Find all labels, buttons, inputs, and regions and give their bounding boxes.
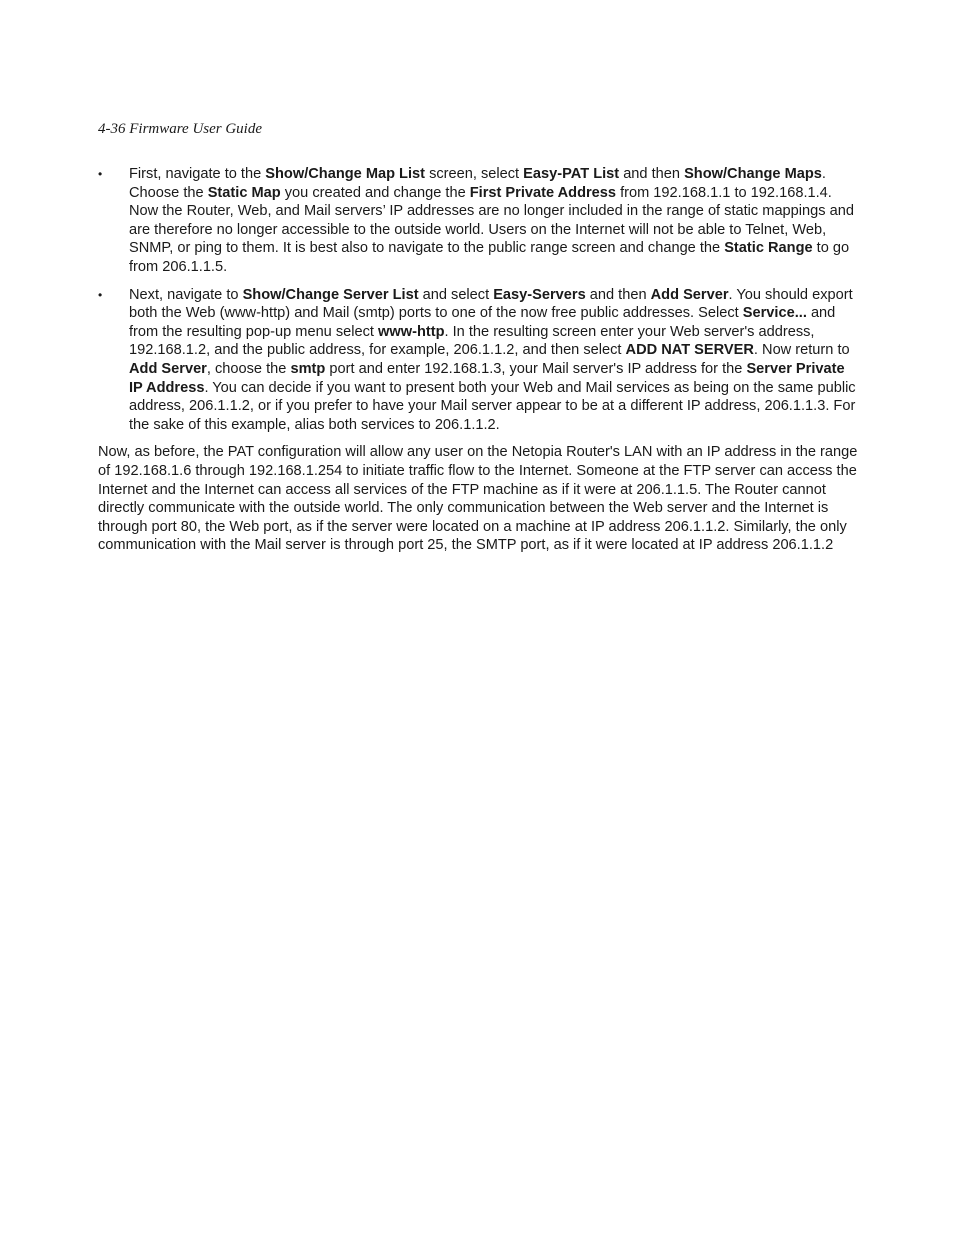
bullet-item-map-list <box>98 165 858 277</box>
text-run: screen, select <box>425 166 524 182</box>
bold-term: Service... <box>742 305 807 322</box>
bold-term: Add Server <box>129 360 207 377</box>
bold-term: Show/Change Maps <box>684 166 822 182</box>
text-run: . You should export both the Web (www-http) and Mail (smtp) ports to one of the now free public addresses. Select <box>129 286 853 322</box>
text-run: you created and change the <box>280 184 470 201</box>
closing-paragraph: Now, as before, the PAT configuration will allow any user on the Netopia Router's LAN with an IP address in the range of 192.168.1.6 through 192.168.1.254 to initiate traffic flow to the Internet. Someone at the FTP server can access the Internet and the Internet can access all services of the FTP machine as if it were at 206.1.1.5. The Router cannot directly communicate with the outside world. The only communication between the Web server and the Internet is through port 80, the Web port, as if the server were located on a machine at IP address 206.1.1.2. Similarly, the only communication with the Mail server is through port 25, the SMTP port, as if it were located at IP address 206.1.1.2 <box>98 444 858 554</box>
bold-term: Add Server <box>650 286 729 303</box>
bullet-mark: • <box>98 167 103 181</box>
bold-term: smtp <box>290 360 326 377</box>
bold-term: Static Range <box>724 240 813 257</box>
text-run: Next, navigate to <box>129 286 243 303</box>
text-run: and from the resulting pop-up menu select <box>129 305 836 340</box>
bold-term: First Private Address <box>469 184 617 201</box>
bullet-text <box>129 165 858 277</box>
text-run: port and enter 192.168.1.3, your Mail server's IP address for the <box>325 360 747 377</box>
text-run: to go from 206.1.1.5. <box>129 240 850 275</box>
document-body <box>98 165 858 555</box>
text-run: . In the resulting screen enter your Web server's address, 192.168.1.2, and the public address, for example, 206.1.1.2, and then select <box>129 323 815 359</box>
text-run: . Choose the <box>129 166 826 201</box>
bullet-item-server-list <box>98 286 858 435</box>
bold-term: www-http <box>378 323 445 340</box>
text-run: . You can decide if you want to present both your Web and Mail services as being on the same public address, 206.1.1.2, or if you prefer to have your Mail server appear to be at a different IP address, 206.1.1.3. For the sake of this example, alias both services to 206.1.1.2. <box>129 379 856 433</box>
text-run: . Now return to <box>753 342 850 359</box>
page-header: 4-36 Firmware User Guide <box>98 121 263 137</box>
bullet-mark: • <box>98 287 103 302</box>
text-run: and select <box>418 286 494 303</box>
bold-term: Easy-Servers <box>493 286 586 303</box>
bold-term: Easy-PAT List <box>523 166 620 182</box>
text-run: , choose the <box>206 360 291 377</box>
bold-term: Show/Change Map List <box>265 166 426 182</box>
text-run: and then <box>619 166 685 182</box>
text-run: and then <box>585 286 651 303</box>
bold-term: ADD NAT SERVER <box>625 342 754 359</box>
bold-term: Static Map <box>207 184 281 201</box>
text-run: from 192.168.1.1 to 192.168.1.4. Now the Router, Web, and Mail servers’ IP addresses are no longer included in the range of static mappings and are therefore no longer accessible to the outside world. Users on the Internet will not be able to Telnet, Web, SNMP, or ping to them. It is best also to navigate to the public range screen and change the <box>129 184 854 257</box>
bold-term: Show/Change Server List <box>242 286 419 303</box>
bold-term: Server Private IP Address <box>129 360 845 396</box>
bullet-text <box>129 286 858 435</box>
text-run: First, navigate to the <box>129 166 266 182</box>
